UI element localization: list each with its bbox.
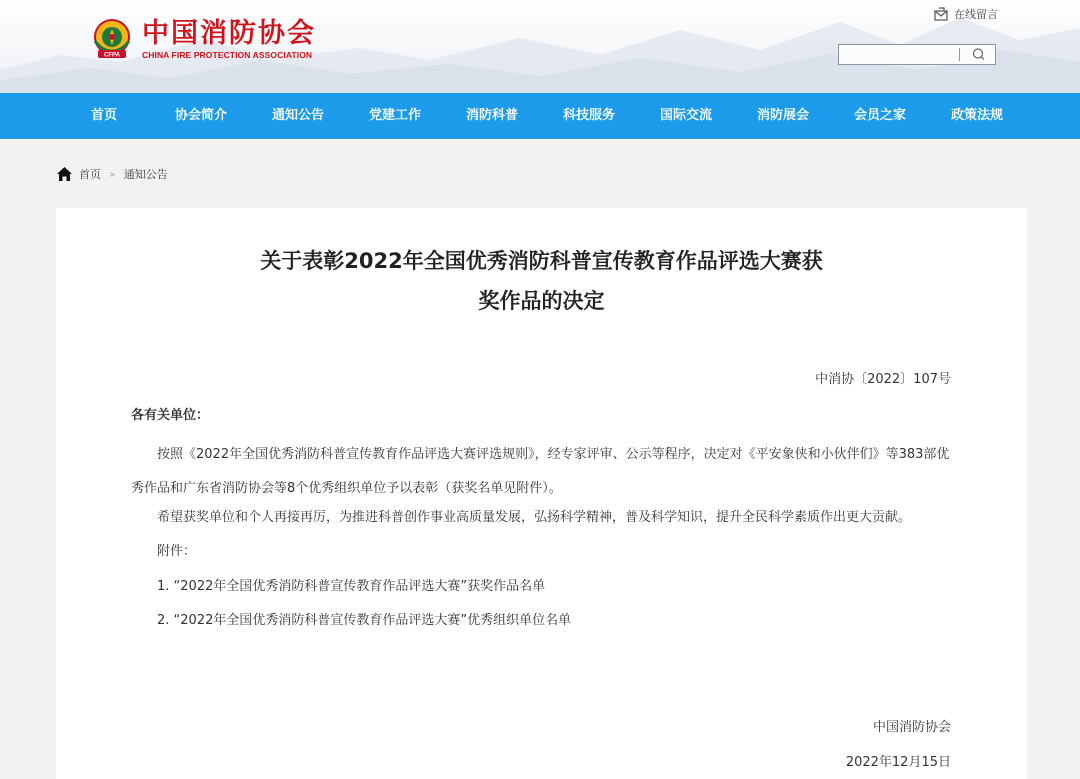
- home-icon[interactable]: [56, 166, 73, 182]
- online-message-label: 在线留言: [954, 8, 998, 21]
- main-nav: [0, 93, 1080, 139]
- nav-item-tech-services[interactable]: 科技服务: [562, 108, 615, 123]
- paragraph-2: 希望获奖单位和个人再接再厉，为推进科普创作事业高质量发展，弘扬科学精神，普及科学知识，提升全民科学素质作出更大贡献。: [157, 510, 912, 525]
- logo-title: 中国消防协会: [142, 17, 316, 49]
- article-title-line1: 关于表彰2022年全国优秀消防科普宣传教育作品评选大赛获: [260, 249, 823, 273]
- online-message-link[interactable]: [934, 6, 998, 22]
- breadcrumb-home[interactable]: 首页: [79, 168, 101, 181]
- nav-item-about[interactable]: 协会简介: [174, 108, 227, 123]
- article-title-line2: 奖作品的决定: [478, 289, 605, 313]
- nav-item-home[interactable]: 首页: [90, 108, 117, 123]
- document-number: 中消协〔2022〕107号: [815, 372, 951, 387]
- nav-item-fire-science[interactable]: 消防科普: [465, 108, 518, 123]
- nav-item-international[interactable]: 国际交流: [659, 108, 712, 123]
- article-title: [56, 241, 1027, 321]
- attachment-1[interactable]: 1. “2022年全国优秀消防科普宣传教育作品评选大赛”获奖作品名单: [157, 579, 546, 594]
- search-icon[interactable]: [966, 46, 992, 63]
- article-panel: [56, 208, 1027, 779]
- attachment-2[interactable]: 2. “2022年全国优秀消防科普宣传教育作品评选大赛”优秀组织单位名单: [157, 613, 572, 628]
- breadcrumb-separator: >: [109, 169, 116, 179]
- addressee: 各有关单位：: [131, 408, 210, 423]
- nav-item-expo[interactable]: 消防展会: [756, 108, 809, 123]
- svg-text:CFPA: CFPA: [104, 52, 120, 59]
- nav-item-notices[interactable]: 通知公告: [271, 108, 324, 123]
- breadcrumb-current[interactable]: 通知公告: [123, 168, 168, 181]
- search-input[interactable]: [839, 45, 971, 64]
- breadcrumb: [56, 165, 168, 183]
- attachments-label: 附件：: [157, 544, 197, 559]
- search-divider: [959, 48, 960, 61]
- envelope-edit-icon: [934, 7, 949, 21]
- cfpa-emblem-icon: [90, 17, 134, 61]
- issue-date: 2022年12月15日: [845, 755, 951, 770]
- logo-subtitle: CHINA FIRE PROTECTION ASSOCIATION: [142, 49, 313, 60]
- site-header: [0, 0, 1080, 93]
- nav-item-party-building[interactable]: 党建工作: [368, 108, 421, 123]
- nav-item-members[interactable]: 会员之家: [853, 108, 906, 123]
- search-box: [838, 44, 996, 65]
- signature: 中国消防协会: [872, 720, 951, 735]
- paragraph-1: 按照《2022年全国优秀消防科普宣传教育作品评选大赛评选规则》，经专家评审、公示等程序，决定对《平安象侠和小伙伴们》等383部优秀作品和广东省消防协会等8个优秀组织单位予以表彰（获奖名单见附件）。: [131, 447, 950, 496]
- nav-item-policies[interactable]: 政策法规: [950, 108, 1003, 123]
- site-logo[interactable]: [90, 14, 316, 64]
